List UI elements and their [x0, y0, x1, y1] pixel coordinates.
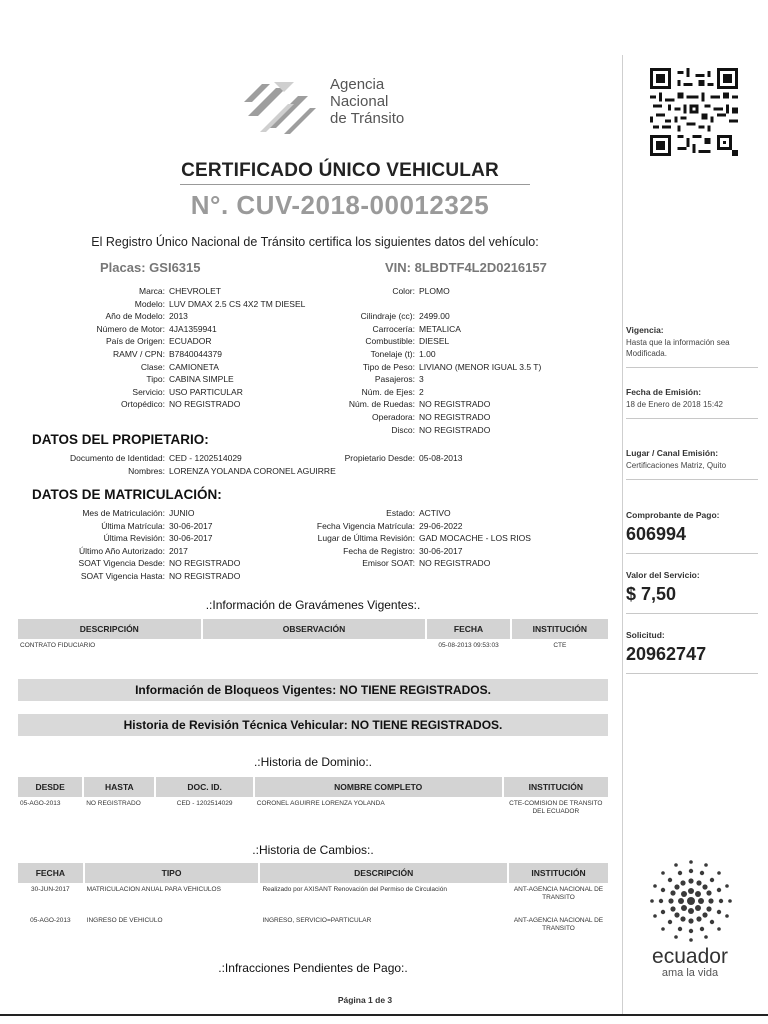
- owner-id-label: Documento de Identidad:: [70, 453, 165, 463]
- validity-value: Hasta que la información sea Modificada.: [626, 338, 730, 358]
- column-header: TIPO: [85, 863, 259, 883]
- field-label: SOAT Vigencia Hasta:: [80, 570, 165, 581]
- table-cell: CED - 1202514029: [176, 800, 233, 807]
- field-label: Combustible:: [365, 336, 415, 347]
- sidebar-divider: [622, 55, 623, 1015]
- plate-label: Placas:: [100, 260, 146, 275]
- field-value: CABINA SIMPLE: [169, 374, 234, 385]
- field-value: 30-06-2017: [169, 533, 213, 544]
- request-label: Solicitud:: [626, 630, 665, 640]
- field-value: 1.00: [419, 348, 436, 359]
- field-label: Estado:: [386, 508, 415, 518]
- liens-table: [16, 618, 610, 653]
- table-row: [18, 915, 608, 945]
- validity-block: [626, 325, 758, 368]
- field-label: Clase:: [140, 361, 165, 372]
- service-cost-block: [626, 570, 758, 614]
- vehicle-field: [40, 398, 305, 411]
- column-header: HASTA: [84, 777, 154, 797]
- table-cell: CORONEL AGUIRRE LORENZA YOLANDA: [256, 800, 385, 807]
- field-value: NO REGISTRADO: [169, 558, 241, 569]
- field-label: Última Revisión:: [103, 533, 165, 544]
- field-value: 2499.00: [419, 311, 450, 322]
- field-label: Núm. de Ejes:: [361, 386, 415, 397]
- field-value: ACTIVO: [419, 508, 451, 518]
- field-value: 2: [419, 386, 424, 397]
- registration-field: [300, 557, 531, 570]
- blocks-status-bar: Información de Bloqueos Vigentes: NO TIENE REGISTRADOS.: [18, 679, 608, 701]
- service-cost-value: $ 7,50: [626, 584, 677, 604]
- certificate-number: N°. CUV-2018-00012325: [190, 190, 490, 220]
- vehicle-field: [300, 310, 541, 323]
- vehicle-field: [40, 361, 305, 374]
- request-value: 20962747: [626, 644, 707, 664]
- field-value: 30-06-2017: [419, 545, 463, 556]
- field-label: RAMV / CPN:: [113, 348, 165, 359]
- registration-data-right: [300, 507, 531, 570]
- changes-history-heading: .:Historia de Cambios:.: [252, 843, 374, 857]
- vehicle-field: [40, 310, 305, 323]
- issue-place-label: Lugar / Canal Emisión:: [626, 448, 719, 458]
- table-row: [18, 798, 608, 818]
- issue-place-value: Certificaciones Matriz, Quito: [626, 461, 727, 470]
- changes-header-row: [18, 863, 608, 883]
- certificate-title: CERTIFICADO ÚNICO VEHICULAR: [181, 160, 499, 181]
- field-label: Número de Motor:: [96, 323, 165, 334]
- field-label: Marca:: [139, 286, 165, 296]
- field-label: Fecha Vigencia Matrícula:: [316, 520, 415, 531]
- owner-id-field: [40, 452, 336, 465]
- vin-field: [385, 260, 547, 275]
- field-label: Carrocería:: [372, 323, 415, 334]
- field-label: Ortopédico:: [121, 399, 165, 410]
- column-header: INSTITUCIÓN: [509, 863, 608, 883]
- title-divider: [180, 184, 530, 185]
- domain-header-row: [18, 777, 608, 797]
- vehicle-field: [300, 323, 541, 336]
- field-label: Color:: [392, 286, 415, 296]
- column-header: FECHA: [427, 619, 509, 639]
- liens-header-row: [18, 619, 608, 639]
- table-cell: NO REGISTRADO: [86, 800, 141, 807]
- ecuador-wordmark: ecuador: [652, 945, 728, 968]
- table-cell: 05-08-2013 09:53:03: [438, 642, 499, 649]
- field-value: LUV DMAX 2.5 CS 4X2 TM DIESEL: [169, 298, 306, 309]
- vehicle-field: [300, 411, 541, 424]
- registration-field: [40, 570, 240, 583]
- field-label: Tipo de Peso:: [362, 361, 415, 372]
- field-label: Operadora:: [372, 411, 415, 422]
- owner-name-field: [40, 465, 336, 478]
- field-value: JUNIO: [169, 508, 195, 518]
- field-label: Último Año Autorizado:: [79, 545, 165, 556]
- vehicle-field: [40, 285, 305, 298]
- vin-label: VIN:: [385, 260, 411, 275]
- issue-place-block: [626, 448, 758, 480]
- registration-field: [40, 557, 240, 570]
- technical-review-status-bar: Historia de Revisión Técnica Vehicular: NO TIENE REGISTRADOS.: [18, 714, 608, 736]
- owner-heading: DATOS DEL PROPIETARIO:: [32, 432, 209, 447]
- vehicle-field: [300, 361, 541, 374]
- agency-name-line3: de Tránsito: [330, 110, 405, 127]
- owner-since-field: [300, 452, 462, 465]
- column-header: DOC. ID.: [156, 777, 252, 797]
- vehicle-field: [300, 348, 541, 361]
- ecuador-tagline: ama la vida: [661, 967, 719, 979]
- certificate-intro: El Registro Único Nacional de Tránsito certifica los siguientes datos del vehículo:: [91, 235, 539, 249]
- field-label: Servicio:: [132, 386, 165, 397]
- owner-since-label: Propietario Desde:: [344, 453, 415, 463]
- agency-logo: [240, 72, 418, 140]
- table-cell: [203, 640, 426, 652]
- field-value: NO REGISTRADO: [419, 411, 491, 422]
- field-label: Mes de Matriculación:: [82, 508, 165, 518]
- registration-field: [40, 507, 240, 520]
- vehicle-field-spacer: [300, 298, 541, 311]
- field-value: NO REGISTRADO: [169, 399, 241, 410]
- column-header: OBSERVACIÓN: [203, 619, 426, 639]
- field-label: Tonelaje (t):: [370, 348, 415, 359]
- field-value: NO REGISTRADO: [419, 424, 491, 435]
- field-label: Emisor SOAT:: [362, 558, 415, 569]
- agency-logo-icon: [240, 72, 320, 140]
- table-cell: INGRESO, SERVICIO=PARTICULAR: [262, 917, 372, 924]
- vehicle-data-left: [40, 285, 305, 411]
- page-number: Página 1 de 3: [337, 995, 393, 1005]
- agency-name-line1: Agencia: [330, 76, 385, 93]
- field-value: PLOMO: [419, 286, 450, 296]
- field-value: ECUADOR: [169, 336, 212, 347]
- service-cost-label: Valor del Servicio:: [626, 570, 700, 580]
- bottom-border: [0, 1014, 768, 1016]
- field-value: NO REGISTRADO: [419, 558, 491, 569]
- field-value: 4JA1359941: [169, 323, 217, 334]
- field-label: País de Origen:: [105, 336, 165, 347]
- agency-name: [330, 76, 404, 127]
- vehicle-field: [300, 335, 541, 348]
- ecuador-logo-icon: [632, 855, 750, 947]
- registration-field: [300, 545, 531, 558]
- owner-id-value: CED - 1202514029: [169, 453, 242, 463]
- field-value: 30-06-2017: [169, 520, 213, 531]
- registration-data-left: [40, 507, 240, 583]
- table-cell: 05-AGO-2013: [30, 917, 71, 924]
- vehicle-data-right: [300, 285, 541, 436]
- vehicle-field: [40, 335, 305, 348]
- field-label: Última Matrícula:: [101, 520, 165, 531]
- vehicle-field: [40, 298, 305, 311]
- field-value: METALICA: [419, 323, 461, 334]
- field-label: Pasajeros:: [374, 374, 415, 385]
- domain-history-table: [16, 776, 610, 819]
- registration-heading: DATOS DE MATRICULACIÓN:: [32, 487, 222, 502]
- field-value: 29-06-2022: [419, 520, 463, 531]
- receipt-label: Comprobante de Pago:: [626, 510, 720, 520]
- column-header: NOMBRE COMPLETO: [255, 777, 502, 797]
- plate-field: [100, 260, 201, 275]
- agency-name-line2: Nacional: [330, 93, 389, 110]
- validity-label: Vigencia:: [626, 325, 664, 335]
- field-value: 3: [419, 374, 424, 385]
- table-row: [18, 884, 608, 914]
- owner-name-label: Nombres:: [128, 465, 165, 476]
- vehicle-field: [300, 398, 541, 411]
- owner-data: [40, 452, 336, 477]
- issue-date-label: Fecha de Emisión:: [626, 387, 702, 397]
- receipt-block: [626, 510, 758, 554]
- registration-field: [300, 532, 531, 545]
- field-value: NO REGISTRADO: [419, 399, 491, 410]
- field-label: Cilindraje (cc):: [360, 311, 415, 322]
- registration-field: [40, 520, 240, 533]
- table-cell: ANT-AGENCIA NACIONAL DE TRANSITO: [513, 917, 604, 932]
- field-value: B7840044379: [169, 348, 222, 359]
- table-cell: CTE: [553, 642, 567, 649]
- qr-code-icon: [650, 68, 738, 156]
- field-value: NO REGISTRADO: [169, 570, 241, 581]
- changes-history-table: [16, 862, 610, 946]
- fines-heading: .:Infracciones Pendientes de Pago:.: [218, 961, 408, 975]
- table-row: [18, 640, 608, 652]
- column-header: DESCRIPCIÓN: [260, 863, 507, 883]
- registration-field: [40, 532, 240, 545]
- field-label: Tipo:: [146, 374, 165, 385]
- vehicle-field: [40, 348, 305, 361]
- column-header: INSTITUCIÓN: [504, 777, 608, 797]
- field-label: Núm. de Ruedas:: [348, 399, 415, 410]
- receipt-value: 606994: [626, 524, 687, 544]
- field-label: Lugar de Última Revisión:: [317, 533, 415, 544]
- owner-name-value: LORENZA YOLANDA CORONEL AGUIRRE: [169, 465, 336, 476]
- table-cell: CONTRATO FIDUCIARIO: [20, 642, 96, 649]
- table-cell: ANT-AGENCIA NACIONAL DE TRANSITO: [513, 886, 604, 901]
- column-header: DESCRIPCIÓN: [18, 619, 201, 639]
- column-header: FECHA: [18, 863, 83, 883]
- vin-value: 8LBDTF4L2D0216157: [414, 260, 547, 275]
- table-cell: INGRESO DE VEHICULO: [86, 917, 163, 924]
- issue-date-block: [626, 387, 758, 419]
- vehicle-field: [40, 373, 305, 386]
- table-cell: 30-JUN-2017: [30, 886, 70, 893]
- field-label: SOAT Vigencia Desde:: [78, 558, 165, 569]
- table-cell: Realizado por AXISANT Renovación del Permiso de Circulación: [262, 886, 447, 893]
- plate-value: GSI6315: [149, 260, 201, 275]
- table-cell: MATRICULACION ANUAL PARA VEHICULOS: [86, 886, 221, 893]
- registration-field: [300, 520, 531, 533]
- registration-field: [300, 507, 531, 520]
- field-value: 2017: [169, 545, 188, 556]
- field-value: 2013: [169, 311, 188, 322]
- table-cell: 05-AGO-2013: [20, 800, 61, 807]
- table-cell: CTE-COMISION DE TRANSITO DEL ECUADOR: [509, 800, 603, 815]
- request-block: [626, 630, 758, 674]
- vehicle-field: [300, 386, 541, 399]
- column-header: INSTITUCIÓN: [512, 619, 608, 639]
- field-value: GAD MOCACHE - LOS RIOS: [419, 533, 531, 544]
- registration-field: [40, 545, 240, 558]
- column-header: DESDE: [18, 777, 82, 797]
- issue-date-value: 18 de Enero de 2018 15:42: [626, 400, 723, 409]
- field-label: Año de Modelo:: [105, 311, 165, 322]
- field-value: DIESEL: [419, 336, 450, 347]
- vehicle-field: [300, 285, 541, 298]
- field-label: Disco:: [391, 424, 415, 435]
- vehicle-field: [300, 424, 541, 437]
- owner-since-value: 05-08-2013: [419, 453, 463, 463]
- field-value: CHEVROLET: [169, 286, 221, 296]
- vehicle-field: [40, 386, 305, 399]
- vehicle-field: [40, 323, 305, 336]
- vehicle-field: [300, 373, 541, 386]
- field-label: Modelo:: [134, 298, 165, 309]
- domain-history-heading: .:Historia de Dominio:.: [253, 755, 373, 769]
- liens-heading: .:Información de Gravámenes Vigentes:.: [205, 598, 421, 612]
- field-value: CAMIONETA: [169, 361, 219, 372]
- field-value: USO PARTICULAR: [169, 386, 243, 397]
- field-value: LIVIANO (MENOR IGUAL 3.5 T): [419, 361, 542, 372]
- field-label: Fecha de Registro:: [343, 545, 415, 556]
